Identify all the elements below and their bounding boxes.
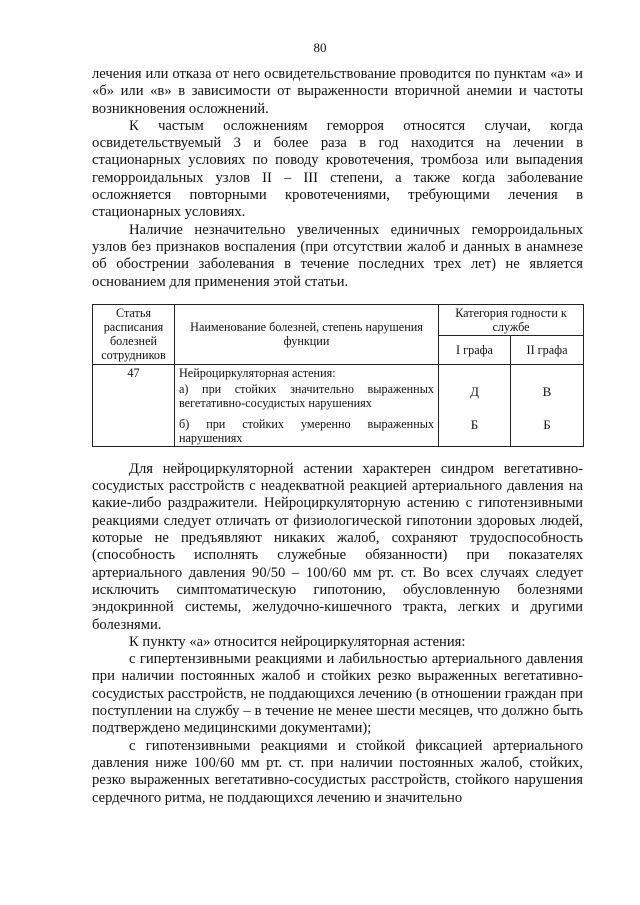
paragraph: К частым осложнениям геморроя относятся случаи, когда освидетельствуемый 3 и более раза в год находится на лечении в стационарных условиях по поводу кровотечения, тромбоза или выпадения геморроидальных узлов II – III степени, а также когда заболевание осложняется повторными кровотечениями, требующими лечения в стационарных условиях.	[92, 117, 583, 221]
table-row	[93, 411, 584, 447]
paragraph: с гипотензивными реакциями и стойкой фиксацией артериального давления ниже 100/60 мм рт. ст. при наличии постоянных жалоб, стойких, резко выраженных вегетативно-сосудистых расстройств, стойкого нарушения сердечного ритма, не поддающихся лечению и значительно	[92, 737, 583, 806]
page-number: 80	[313, 40, 327, 55]
fitness-category-table	[92, 304, 583, 447]
category-value: Б	[470, 416, 479, 432]
paragraph: Наличие незначительно увеличенных единичных геморроидальных узлов без признаков воспаления (при отсутствии жалоб и данных в анамнезе об обострении заболевания в течение последних трех лет) не является основанием для применения этой статьи.	[92, 221, 583, 290]
header-article: Статья расписания болезней сотрудников	[93, 304, 175, 364]
paragraph: лечения или отказа от него освидетельствование проводится по пунктам «а» и «б» или «в» в зависимости от выраженности вторичной анемии и частоты возникновения осложнений.	[92, 66, 583, 117]
table-header-row	[93, 304, 584, 335]
paragraph: К пункту «а» относится нейроциркуляторная астения:	[129, 633, 466, 650]
table-row	[93, 381, 584, 411]
paragraph: с гипертензивными реакциями и лабильностью артериального давления при наличии постоянных жалоб и стойких резко выраженных вегетативно-сосудистых расстройств, не поддающихся лечению (в отношении граждан при поступлении на службу – в течение не менее шести месяцев, что должно быть подтверждено медицинскими документами);	[92, 651, 583, 737]
header-column-2: II графа	[511, 335, 584, 364]
document-body	[92, 66, 583, 807]
disease-item-a: а) при стойких значительно выраженных вегетативно-сосудистых нарушениях	[175, 381, 439, 411]
header-disease: Наименование болезней, степень нарушения функции	[175, 304, 439, 364]
disease-title: Нейроциркуляторная астения:	[175, 364, 439, 381]
disease-item-b: б) при стойких умеренно выраженных нарушениях	[175, 411, 439, 447]
table-row	[93, 364, 584, 381]
paragraph: Для нейроциркуляторной астении характерен синдром вегетативно-сосудистых расстройств с неадекватной реакцией артериального давления на какие-либо раздражители. Нейроциркуляторную астению с гипотензивными реакциями следует отличать от физиологической гипотонии здоровых людей, которые не предъявляют никаких жалоб, сохраняют трудоспособность (способность исполнять служебные обязанности) при показателях артериального давления 90/50 – 100/60 мм рт. ст. Во всех случаях следует исключить симптоматическую гипотонию, обусловленную болезнями эндокринной системы, желудочно-кишечного тракта, легких и другими болезнями.	[92, 460, 583, 633]
category-value: Д	[470, 383, 479, 399]
header-category: Категория годности к службе	[439, 304, 584, 335]
article-number: 47	[93, 364, 175, 381]
header-column-1: I графа	[439, 335, 511, 364]
category-value: Б	[543, 416, 551, 432]
category-value: В	[542, 383, 552, 399]
